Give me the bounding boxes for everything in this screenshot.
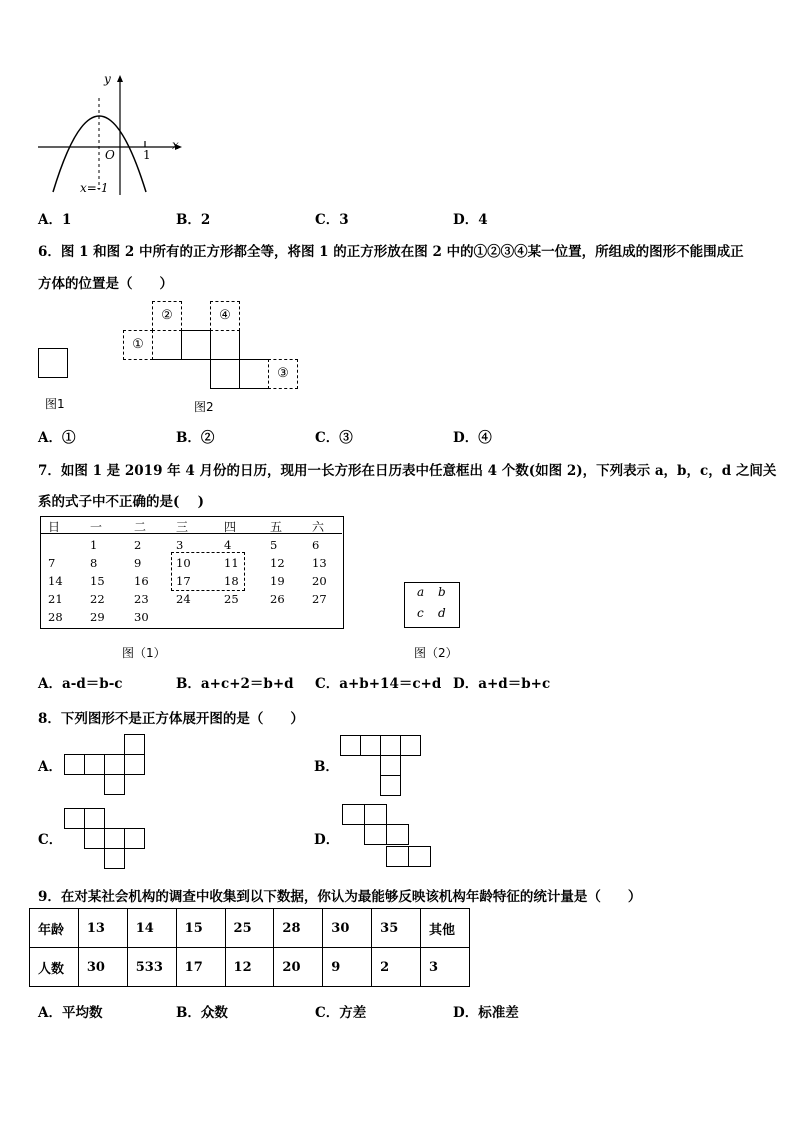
table-cell: 13 — [78, 909, 127, 948]
calendar-day-cell: 24 — [176, 592, 191, 606]
abcd-caption: 图（2） — [414, 646, 458, 660]
calendar-day-cell: 2 — [134, 538, 142, 552]
q6-option-a[interactable]: A．① — [38, 430, 76, 446]
table-cell: 28 — [274, 909, 323, 948]
count-row — [30, 948, 470, 987]
letter-d: d — [438, 606, 446, 620]
q6-option-d[interactable]: D．④ — [453, 430, 492, 446]
q6-option-c[interactable]: C．③ — [315, 430, 353, 446]
calendar-header-cell: 日 — [48, 520, 61, 534]
q6-stem-line2: 方体的位置是（ ） — [38, 276, 173, 292]
calendar-day-cell: 22 — [90, 592, 105, 606]
table-cell: 年龄 — [30, 909, 79, 948]
calendar-day-cell: 10 — [176, 556, 191, 570]
q5-option-d[interactable]: D．4 — [453, 212, 488, 228]
q9-stem: 9．在对某社会机构的调查中收集到以下数据，你认为最能够反映该机构年龄特征的统计量是（ ） — [38, 889, 642, 905]
calendar-header-cell: 四 — [224, 520, 237, 534]
calendar-header-cell: 六 — [312, 520, 325, 534]
fig1-caption: 图1 — [45, 397, 65, 411]
calendar-header-cell: 二 — [134, 520, 147, 534]
table-cell: 14 — [127, 909, 176, 948]
calendar-day-cell: 30 — [134, 610, 149, 624]
calendar-day-cell: 6 — [312, 538, 320, 552]
calendar-day-cell: 18 — [224, 574, 239, 588]
table-cell: 20 — [274, 948, 323, 987]
calendar-day-cell: 14 — [48, 574, 63, 588]
q7-option-d[interactable]: D．a+d＝b+c — [453, 676, 551, 692]
letter-b: b — [438, 585, 446, 599]
q7-stem-line2: 系的式子中不正确的是( ) — [38, 494, 204, 510]
fig2-marker-2: ② — [152, 301, 182, 331]
table-cell: 17 — [176, 948, 225, 987]
age-table — [29, 908, 470, 987]
calendar-day-cell: 1 — [90, 538, 98, 552]
q6-stem-line1: 6．图 1 和图 2 中所有的正方形都全等，将图 1 的正方形放在图 2 中的①②③④某一位置，所组成的图形不能围成正 — [38, 244, 744, 260]
q8-stem: 8．下列图形不是正方体展开图的是（ ） — [38, 711, 304, 727]
q9-option-d[interactable]: D．标准差 — [453, 1005, 519, 1021]
q7-stem-line1: 7．如图 1 是 2019 年 4 月份的日历，现用一长方形在日历表中任意框出 4 个数(如图 2)，下列表示 a，b，c，d 之间关 — [38, 463, 777, 479]
table-cell: 其他 — [421, 909, 470, 948]
q8-label-a[interactable]: A． — [38, 759, 62, 775]
q5-option-b[interactable]: B．2 — [176, 212, 211, 228]
fig2-marker-1: ① — [123, 330, 153, 360]
fig1-square — [38, 348, 68, 378]
calendar-day-cell: 23 — [134, 592, 149, 606]
q8-label-b[interactable]: B． — [314, 759, 339, 775]
table-cell: 533 — [127, 948, 176, 987]
table-cell: 30 — [78, 948, 127, 987]
graph-x-label: x — [172, 138, 179, 152]
q6-option-b[interactable]: B．② — [176, 430, 215, 446]
q5-option-a[interactable]: A．1 — [38, 212, 72, 228]
table-cell: 9 — [323, 948, 372, 987]
table-cell: 25 — [225, 909, 274, 948]
q7-option-b[interactable]: B．a+c+2＝b+d — [176, 676, 294, 692]
calendar-day-cell: 29 — [90, 610, 105, 624]
graph-tick-1: 1 — [143, 148, 151, 162]
q9-option-c[interactable]: C．方差 — [315, 1005, 367, 1021]
calendar-day-cell: 3 — [176, 538, 184, 552]
fig2-caption: 图2 — [194, 400, 214, 414]
calendar-day-cell: 26 — [270, 592, 285, 606]
q9-option-a[interactable]: A．平均数 — [38, 1005, 103, 1021]
letter-a: a — [417, 585, 425, 599]
letter-c: c — [417, 606, 424, 620]
table-cell: 12 — [225, 948, 274, 987]
calendar-day-cell: 12 — [270, 556, 285, 570]
graph-axis-note: x=-1 — [80, 181, 109, 195]
calendar-day-cell: 20 — [312, 574, 327, 588]
table-cell: 2 — [372, 948, 421, 987]
q5-option-c[interactable]: C．3 — [315, 212, 349, 228]
q8-label-d[interactable]: D． — [314, 832, 340, 848]
table-cell: 35 — [372, 909, 421, 948]
q9-option-b[interactable]: B．众数 — [176, 1005, 228, 1021]
calendar-day-cell: 25 — [224, 592, 239, 606]
table-cell: 3 — [421, 948, 470, 987]
table-cell: 15 — [176, 909, 225, 948]
abcd-box — [404, 582, 460, 628]
calendar-day-cell: 16 — [134, 574, 149, 588]
fig2-marker-3: ③ — [268, 359, 298, 389]
calendar-day-cell: 28 — [48, 610, 63, 624]
calendar-day-cell: 13 — [312, 556, 327, 570]
calendar-day-cell: 19 — [270, 574, 285, 588]
calendar-header-cell: 三 — [176, 520, 189, 534]
calendar-day-cell: 7 — [48, 556, 56, 570]
calendar-day-cell: 15 — [90, 574, 105, 588]
calendar-header-cell: 五 — [270, 520, 283, 534]
calendar-selection-box — [171, 552, 245, 591]
graph-y-label: y — [104, 72, 111, 86]
calendar-header-divider — [40, 533, 342, 534]
q7-option-c[interactable]: C．a+b+14＝c+d — [315, 676, 442, 692]
table-cell: 30 — [323, 909, 372, 948]
calendar-day-cell: 17 — [176, 574, 191, 588]
q8-label-c[interactable]: C． — [38, 832, 63, 848]
calendar-day-cell: 5 — [270, 538, 278, 552]
calendar-day-cell: 9 — [134, 556, 142, 570]
fig2-marker-4: ④ — [210, 301, 240, 331]
calendar-day-cell: 8 — [90, 556, 98, 570]
calendar-day-cell: 27 — [312, 592, 327, 606]
calendar-caption: 图（1） — [122, 646, 166, 660]
parabola-graph — [30, 70, 190, 200]
table-cell: 人数 — [30, 948, 79, 987]
age-row — [30, 909, 470, 948]
q7-option-a[interactable]: A．a-d＝b-c — [38, 676, 123, 692]
graph-origin-label: O — [105, 148, 115, 162]
calendar-day-cell: 21 — [48, 592, 63, 606]
calendar-day-cell: 4 — [224, 538, 232, 552]
calendar-header-cell: 一 — [90, 520, 103, 534]
calendar-day-cell: 11 — [224, 556, 239, 570]
